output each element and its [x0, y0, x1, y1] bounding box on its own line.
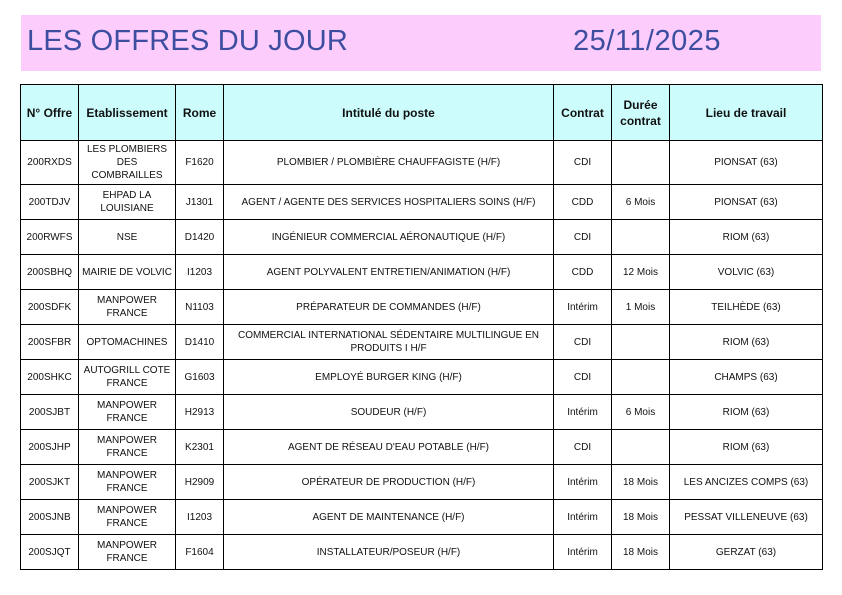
table-row: [21, 395, 823, 430]
cell-contrat: CDI: [554, 325, 612, 360]
cell-contrat: Intérim: [554, 500, 612, 535]
cell-contrat: CDD: [554, 255, 612, 290]
cell-offre: 200TDJV: [21, 185, 79, 220]
cell-etablissement: MAIRIE DE VOLVIC: [79, 255, 176, 290]
cell-intitule: OPÉRATEUR DE PRODUCTION (H/F): [224, 465, 554, 500]
cell-lieu: RIOM (63): [670, 220, 823, 255]
cell-lieu: LES ANCIZES COMPS (63): [670, 465, 823, 500]
cell-etablissement: MANPOWER FRANCE: [79, 395, 176, 430]
cell-etablissement: NSE: [79, 220, 176, 255]
header-banner: [21, 15, 821, 71]
cell-contrat: Intérim: [554, 395, 612, 430]
cell-intitule: COMMERCIAL INTERNATIONAL SÉDENTAIRE MULTILINGUE EN PRODUITS I H/F: [224, 325, 554, 360]
cell-contrat: CDI: [554, 141, 612, 185]
cell-rome: I1203: [176, 255, 224, 290]
page-title: LES OFFRES DU JOUR: [27, 25, 349, 57]
offers-table: [20, 84, 823, 570]
column-header-duree: Durée contrat: [612, 85, 670, 141]
cell-rome: F1620: [176, 141, 224, 185]
table-row: [21, 465, 823, 500]
table-header-row: [21, 85, 823, 141]
column-header-contrat: Contrat: [554, 85, 612, 141]
cell-intitule: PLOMBIER / PLOMBIÈRE CHAUFFAGISTE (H/F): [224, 141, 554, 185]
cell-offre: 200SJHP: [21, 430, 79, 465]
cell-contrat: CDD: [554, 185, 612, 220]
cell-duree: [612, 220, 670, 255]
cell-intitule: SOUDEUR (H/F): [224, 395, 554, 430]
cell-duree: 12 Mois: [612, 255, 670, 290]
table-row: [21, 185, 823, 220]
cell-rome: N1103: [176, 290, 224, 325]
cell-intitule: EMPLOYÉ BURGER KING (H/F): [224, 360, 554, 395]
cell-contrat: CDI: [554, 430, 612, 465]
cell-duree: [612, 141, 670, 185]
cell-lieu: TEILHÈDE (63): [670, 290, 823, 325]
cell-etablissement: AUTOGRILL COTE FRANCE: [79, 360, 176, 395]
cell-lieu: GERZAT (63): [670, 535, 823, 570]
table-row: [21, 325, 823, 360]
cell-contrat: CDI: [554, 220, 612, 255]
cell-contrat: CDI: [554, 360, 612, 395]
table-row: [21, 430, 823, 465]
cell-contrat: Intérim: [554, 290, 612, 325]
cell-intitule: INGÉNIEUR COMMERCIAL AÉRONAUTIQUE (H/F): [224, 220, 554, 255]
table-row: [21, 500, 823, 535]
cell-etablissement: OPTOMACHINES: [79, 325, 176, 360]
cell-etablissement: MANPOWER FRANCE: [79, 290, 176, 325]
cell-lieu: RIOM (63): [670, 430, 823, 465]
column-header-rome: Rome: [176, 85, 224, 141]
cell-offre: 200RXDS: [21, 141, 79, 185]
cell-intitule: PRÉPARATEUR DE COMMANDES (H/F): [224, 290, 554, 325]
cell-intitule: AGENT / AGENTE DES SERVICES HOSPITALIERS SOINS (H/F): [224, 185, 554, 220]
column-header-offre: N° Offre: [21, 85, 79, 141]
column-header-intitule: Intitulé du poste: [224, 85, 554, 141]
cell-etablissement: MANPOWER FRANCE: [79, 465, 176, 500]
cell-duree: 18 Mois: [612, 500, 670, 535]
cell-rome: D1410: [176, 325, 224, 360]
cell-lieu: CHAMPS (63): [670, 360, 823, 395]
cell-lieu: VOLVIC (63): [670, 255, 823, 290]
cell-rome: K2301: [176, 430, 224, 465]
cell-offre: 200SBHQ: [21, 255, 79, 290]
cell-duree: [612, 360, 670, 395]
column-header-lieu: Lieu de travail: [670, 85, 823, 141]
table-row: [21, 220, 823, 255]
cell-intitule: AGENT POLYVALENT ENTRETIEN/ANIMATION (H/F): [224, 255, 554, 290]
cell-offre: 200SHKC: [21, 360, 79, 395]
cell-lieu: PESSAT VILLENEUVE (63): [670, 500, 823, 535]
cell-intitule: INSTALLATEUR/POSEUR (H/F): [224, 535, 554, 570]
cell-offre: 200SDFK: [21, 290, 79, 325]
cell-etablissement: MANPOWER FRANCE: [79, 500, 176, 535]
cell-duree: [612, 325, 670, 360]
cell-contrat: Intérim: [554, 535, 612, 570]
cell-etablissement: LES PLOMBIERS DES COMBRAILLES: [79, 141, 176, 185]
cell-rome: F1604: [176, 535, 224, 570]
cell-intitule: AGENT DE RÉSEAU D'EAU POTABLE (H/F): [224, 430, 554, 465]
cell-offre: 200RWFS: [21, 220, 79, 255]
cell-rome: G1603: [176, 360, 224, 395]
cell-offre: 200SFBR: [21, 325, 79, 360]
cell-rome: H2913: [176, 395, 224, 430]
table-row: [21, 141, 823, 185]
table-row: [21, 535, 823, 570]
cell-duree: 6 Mois: [612, 395, 670, 430]
table-row: [21, 360, 823, 395]
cell-duree: [612, 430, 670, 465]
cell-duree: 18 Mois: [612, 535, 670, 570]
cell-offre: 200SJQT: [21, 535, 79, 570]
cell-etablissement: EHPAD LA LOUISIANE: [79, 185, 176, 220]
cell-offre: 200SJNB: [21, 500, 79, 535]
cell-duree: 18 Mois: [612, 465, 670, 500]
cell-contrat: Intérim: [554, 465, 612, 500]
cell-lieu: PIONSAT (63): [670, 185, 823, 220]
cell-etablissement: MANPOWER FRANCE: [79, 430, 176, 465]
cell-lieu: RIOM (63): [670, 325, 823, 360]
cell-rome: J1301: [176, 185, 224, 220]
cell-offre: 200SJKT: [21, 465, 79, 500]
cell-rome: I1203: [176, 500, 224, 535]
cell-lieu: RIOM (63): [670, 395, 823, 430]
cell-lieu: PIONSAT (63): [670, 141, 823, 185]
table-row: [21, 290, 823, 325]
column-header-etablissement: Etablissement: [79, 85, 176, 141]
cell-intitule: AGENT DE MAINTENANCE (H/F): [224, 500, 554, 535]
cell-offre: 200SJBT: [21, 395, 79, 430]
table-row: [21, 255, 823, 290]
cell-rome: D1420: [176, 220, 224, 255]
cell-duree: 6 Mois: [612, 185, 670, 220]
cell-etablissement: MANPOWER FRANCE: [79, 535, 176, 570]
page-date: 25/11/2025: [573, 25, 721, 57]
cell-rome: H2909: [176, 465, 224, 500]
cell-duree: 1 Mois: [612, 290, 670, 325]
